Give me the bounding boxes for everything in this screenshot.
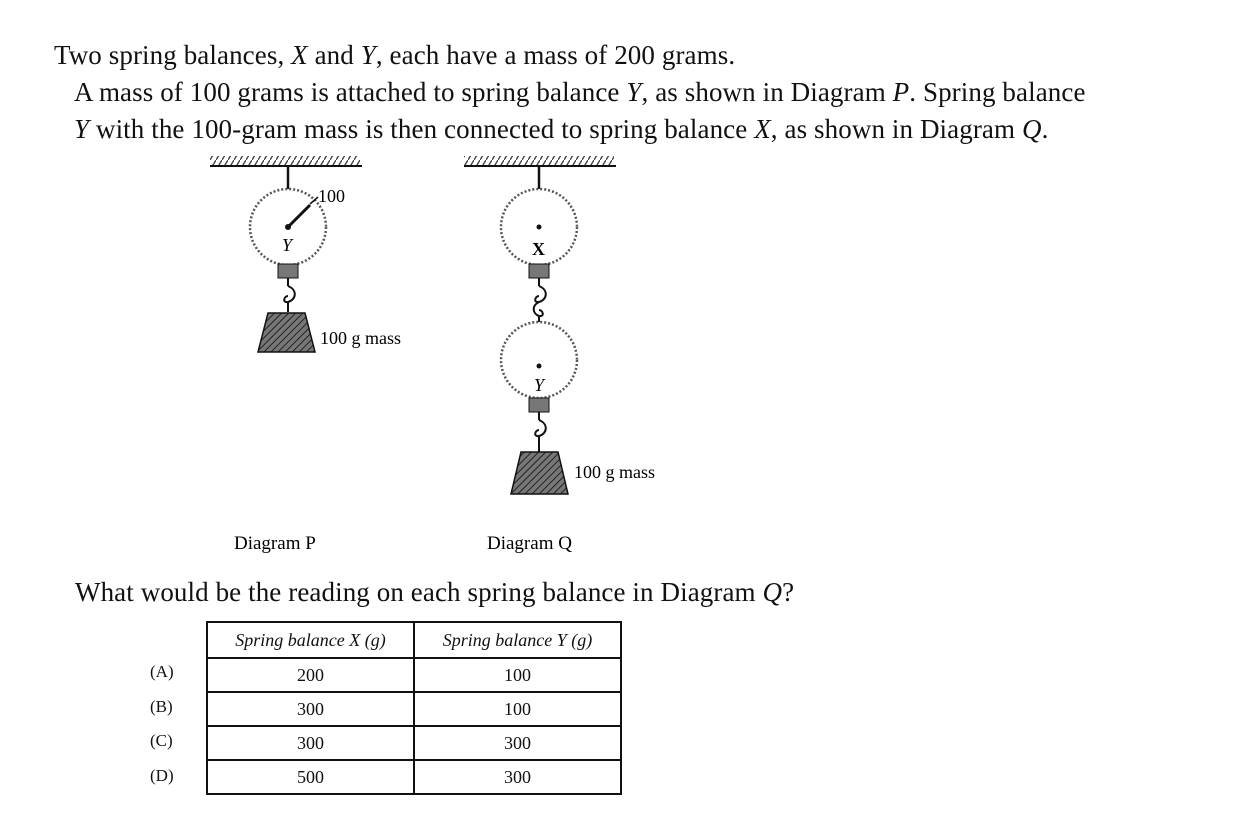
balance-label-x: X <box>532 239 545 259</box>
table-row <box>207 760 621 794</box>
option-letter-d: (D) <box>150 765 174 785</box>
mass-label-q: 100 g mass <box>574 462 655 482</box>
caption-diagram-q: Diagram Q <box>487 533 572 554</box>
answer-table <box>206 621 622 795</box>
cell-y: 300 <box>414 726 621 760</box>
intro-line-3: Y with the 100-gram mass is then connected to spring balance X, as shown in Diagram Q. <box>74 114 1049 144</box>
header-spring-balance-x: Spring balance X (g) <box>207 622 414 658</box>
table-row <box>207 726 621 760</box>
cell-x: 500 <box>207 760 414 794</box>
cell-x: 200 <box>207 658 414 692</box>
cell-x: 300 <box>207 726 414 760</box>
option-letter-b: (B) <box>150 696 173 716</box>
cell-x: 300 <box>207 692 414 726</box>
table-row <box>207 692 621 726</box>
option-letter-a: (A) <box>150 662 174 681</box>
cell-y: 100 <box>414 658 621 692</box>
balance-label-y: Y <box>282 235 293 255</box>
balance-label-y-q: Y <box>534 375 545 395</box>
table-row <box>207 658 621 692</box>
diagram-p <box>210 156 401 554</box>
header-spring-balance-y: Spring balance Y (g) <box>414 622 621 658</box>
ceiling-q <box>464 156 614 165</box>
mass-block-q <box>511 452 568 494</box>
diagram-q <box>464 156 655 554</box>
ceiling-p <box>210 156 360 165</box>
mass-label-p: 100 g mass <box>320 328 401 348</box>
question-text: What would be the reading on each spring balance in Diagram Q? <box>75 577 795 607</box>
pointer-reading: 100 <box>318 186 345 206</box>
caption-diagram-p: Diagram P <box>234 533 316 554</box>
option-letters <box>150 655 174 793</box>
cell-y: 300 <box>414 760 621 794</box>
intro-line-2: A mass of 100 grams is attached to spring balance Y, as shown in Diagram P. Spring balance <box>74 77 1086 107</box>
cell-y: 100 <box>414 692 621 726</box>
table-header-row <box>207 622 621 658</box>
intro-line-1: Two spring balances, X and Y, each have a mass of 200 grams. <box>54 40 736 70</box>
option-letter-c: (C) <box>150 731 173 750</box>
mass-block-p <box>258 313 315 352</box>
